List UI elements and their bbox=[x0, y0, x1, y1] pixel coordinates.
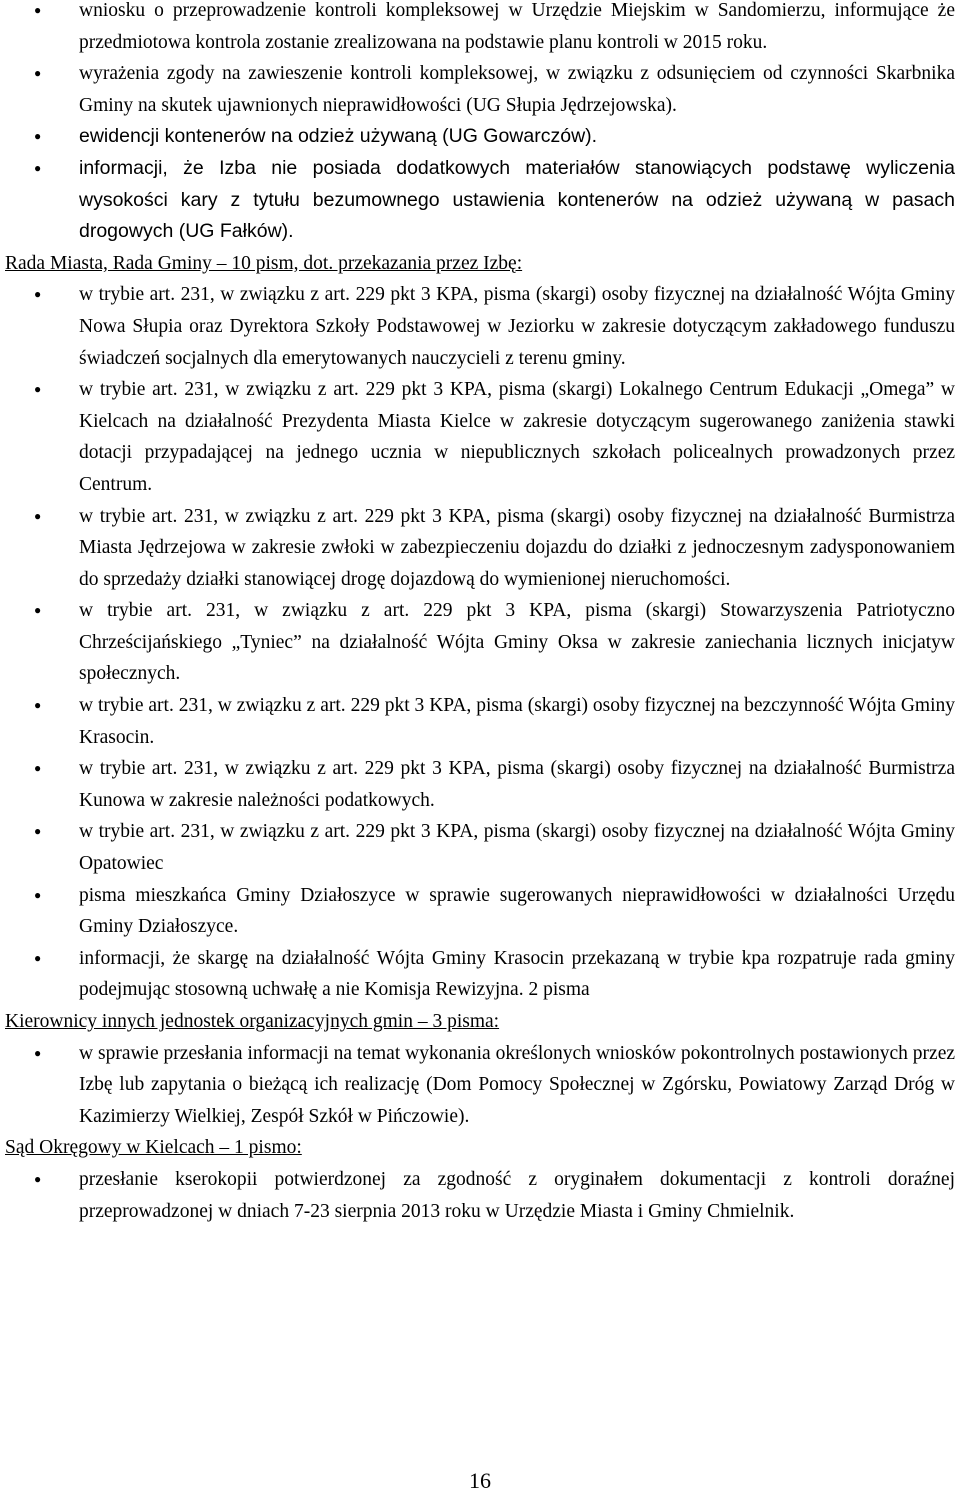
list-item: ● wyrażenia zgody na zawieszenie kontroli kompleksowej, w związku z odsunięciem od czynności Skarbnika Gminy na skutek ujawnionych nieprawidłowości (UG Słupia Jędrzejowska). bbox=[0, 58, 960, 121]
list-item: ● pisma mieszkańca Gminy Działoszyce w sprawie sugerowanych nieprawidłowości w działalności Urzędu Gminy Działoszyce. bbox=[0, 880, 960, 943]
list-item: ● w trybie art. 231, w związku z art. 229 pkt 3 KPA, pisma (skargi) osoby fizycznej na działalność Burmistrza Miasta Jędrzejowa w zakresie zwłoki w zabezpieczeniu dojazdu do działki z jednoczesnym zadysponowaniem do sprzedaży działki stanowiącej drogę dojazdową do wymienionej nieruchomości. bbox=[0, 501, 960, 596]
bullet-list-section2 bbox=[0, 279, 960, 1006]
list-item: ● informacji, że Izba nie posiada dodatkowych materiałów stanowiących podstawę wyliczenia wysokości kary z tytułu bezumownego ustawienia kontenerów na odzież używaną w pasach drogowych (UG Fałków). bbox=[0, 153, 960, 248]
bullet-list-section1 bbox=[0, 0, 960, 248]
list-item: ● przesłanie kserokopii potwierdzonej za zgodność z oryginałem dokumentacji z kontroli doraźnej przeprowadzonej w dniach 7-23 sierpnia 2013 roku w Urzędzie Miasta i Gminy Chmielnik. bbox=[0, 1164, 960, 1227]
list-item: ● w trybie art. 231, w związku z art. 229 pkt 3 KPA, pisma (skargi) osoby fizycznej na działalność Burmistrza Kunowa w zakresie należności podatkowych. bbox=[0, 753, 960, 816]
list-item: ● w trybie art. 231, w związku z art. 229 pkt 3 KPA, pisma (skargi) osoby fizycznej na działalność Wójta Gminy Opatowiec bbox=[0, 816, 960, 879]
list-item: ● w sprawie przesłania informacji na temat wykonania określonych wniosków pokontrolnych postawionych przez Izbę lub zapytania o bieżącą ich realizację (Dom Pomocy Społecznej w Zgórsku, Powiatowy Zarząd Dróg w Kazimierzy Wielkiej, Zespół Szkół w Pińczowie). bbox=[0, 1038, 960, 1133]
list-item: ● wniosku o przeprowadzenie kontroli kompleksowej w Urzędzie Miejskim w Sandomierzu, informujące że przedmiotowa kontrola zostanie zrealizowana na podstawie planu kontroli w 2015 roku. bbox=[0, 0, 960, 58]
section-heading-rada: Rada Miasta, Rada Gminy – 10 pism, dot. przekazania przez Izbę: bbox=[5, 252, 523, 274]
list-item: ● w trybie art. 231, w związku z art. 229 pkt 3 KPA, pisma (skargi) osoby fizycznej na bezczynność Wójta Gminy Krasocin. bbox=[0, 690, 960, 753]
section-heading-kierownicy: Kierownicy innych jednostek organizacyjnych gmin – 3 pisma: bbox=[5, 1011, 500, 1032]
section-heading-sad: Sąd Okręgowy w Kielcach – 1 pismo: bbox=[5, 1137, 302, 1159]
list-item: ● ewidencji kontenerów na odzież używaną (UG Gowarczów). bbox=[0, 121, 960, 153]
list-item: ● informacji, że skargę na działalność Wójta Gminy Krasocin przekazaną w trybie kpa rozpatruje rada gminy podejmując stosowną uchwałę a nie Komisja Rewizyjna. 2 pisma bbox=[0, 943, 960, 1006]
bullet-list-section3 bbox=[0, 1038, 960, 1133]
page-number: 16 bbox=[469, 1468, 491, 1493]
bullet-list-section4 bbox=[0, 1164, 960, 1227]
list-item: ● w trybie art. 231, w związku z art. 229 pkt 3 KPA, pisma (skargi) Lokalnego Centrum Edukacji „Omega” w Kielcach na działalność Prezydenta Miasta Kielce w zakresie dotyczącym sugerowanego zaniżenia stawki dotacji przypadającej na jednego ucznia w niepublicznych szkołach policealnych prowadzonych przez Centrum. bbox=[0, 374, 960, 500]
list-item: ● w trybie art. 231, w związku z art. 229 pkt 3 KPA, pisma (skargi) osoby fizycznej na działalność Wójta Gminy Nowa Słupia oraz Dyrektora Szkoły Podstawowej w Jeziorku w zakresie dotyczącym zakładowego funduszu świadczeń socjalnych dla emerytowanych nauczycieli z terenu gminy. bbox=[0, 279, 960, 374]
list-item: ● w trybie art. 231, w związku z art. 229 pkt 3 KPA, pisma (skargi) Stowarzyszenia Patriotyczno Chrześcijańskiego „Tyniec” na działalność Wójta Gminy Oksa w zakresie zaniechania licznych inicjatyw społecznych. bbox=[0, 595, 960, 690]
